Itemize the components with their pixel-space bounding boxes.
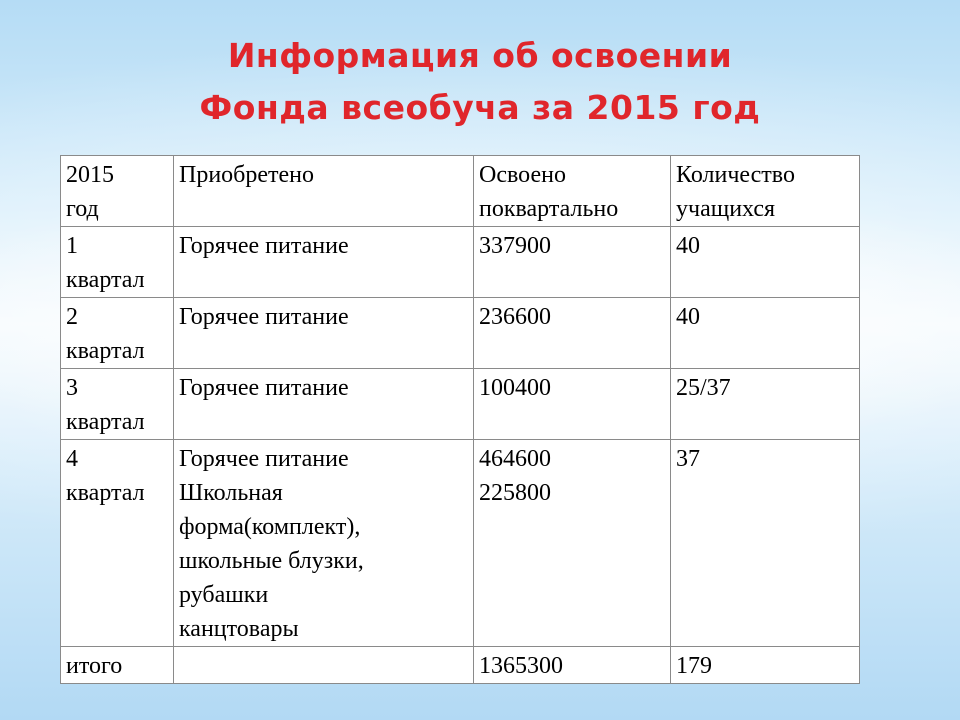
cell-purchased <box>174 298 474 369</box>
header-text: учащихся <box>676 196 776 222</box>
cell-text: 337900 <box>479 233 551 259</box>
cell-period <box>61 227 174 298</box>
cell-text: Горячее питание <box>179 446 349 472</box>
cell-text: 464600 <box>479 446 551 472</box>
cell-total-purchased <box>174 647 474 684</box>
header-text: Количество <box>676 162 795 188</box>
table-row <box>61 369 860 440</box>
cell-spent <box>474 227 671 298</box>
cell-period <box>61 369 174 440</box>
cell-students <box>671 298 860 369</box>
cell-text: 100400 <box>479 375 551 401</box>
cell-purchased <box>174 227 474 298</box>
slide-title <box>0 30 960 134</box>
cell-text: Горячее питание <box>179 304 349 330</box>
cell-students <box>671 440 860 647</box>
cell-text: 179 <box>676 653 712 679</box>
cell-text: Горячее питание <box>179 375 349 401</box>
cell-text: 1 <box>66 233 78 259</box>
header-text: Приобретено <box>179 162 315 188</box>
header-students <box>671 156 860 227</box>
cell-period <box>61 298 174 369</box>
cell-text: 225800 <box>479 480 551 506</box>
funds-table <box>60 155 860 684</box>
table-total-row <box>61 647 860 684</box>
slide-title-line-1: Информация об освоении <box>227 36 733 75</box>
cell-text: квартал <box>66 480 145 506</box>
cell-text: Школьная <box>179 480 283 506</box>
cell-students <box>671 369 860 440</box>
cell-text: квартал <box>66 267 145 293</box>
cell-total-label <box>61 647 174 684</box>
cell-text: 40 <box>676 233 700 259</box>
header-text: поквартально <box>479 196 619 222</box>
header-text: 2015 <box>66 162 114 188</box>
table-row <box>61 298 860 369</box>
cell-text: 40 <box>676 304 700 330</box>
cell-students <box>671 227 860 298</box>
cell-purchased <box>174 440 474 647</box>
cell-text: 37 <box>676 446 700 472</box>
cell-text: школьные блузки, <box>179 548 364 574</box>
cell-text: форма(комплект), <box>179 514 361 540</box>
cell-text: Горячее питание <box>179 233 349 259</box>
slide-title-line-2: Фонда всеобуча за 2015 год <box>199 88 761 127</box>
cell-total-students <box>671 647 860 684</box>
cell-text: 25/37 <box>676 375 731 401</box>
cell-spent <box>474 369 671 440</box>
cell-spent <box>474 440 671 647</box>
cell-text: итого <box>66 653 123 679</box>
cell-purchased <box>174 369 474 440</box>
cell-text: рубашки <box>179 582 269 608</box>
header-text: Освоено <box>479 162 566 188</box>
table-header-row <box>61 156 860 227</box>
cell-text: 2 <box>66 304 78 330</box>
header-year <box>61 156 174 227</box>
header-text: год <box>66 196 99 222</box>
cell-text: 1365300 <box>479 653 563 679</box>
table-row <box>61 227 860 298</box>
cell-text: квартал <box>66 409 145 435</box>
cell-text: 3 <box>66 375 78 401</box>
cell-spent <box>474 298 671 369</box>
header-purchased <box>174 156 474 227</box>
header-spent <box>474 156 671 227</box>
table-row <box>61 440 860 647</box>
cell-text: квартал <box>66 338 145 364</box>
cell-text: 4 <box>66 446 78 472</box>
cell-period <box>61 440 174 647</box>
cell-text: 236600 <box>479 304 551 330</box>
cell-text: канцтовары <box>179 616 299 642</box>
cell-total-spent <box>474 647 671 684</box>
